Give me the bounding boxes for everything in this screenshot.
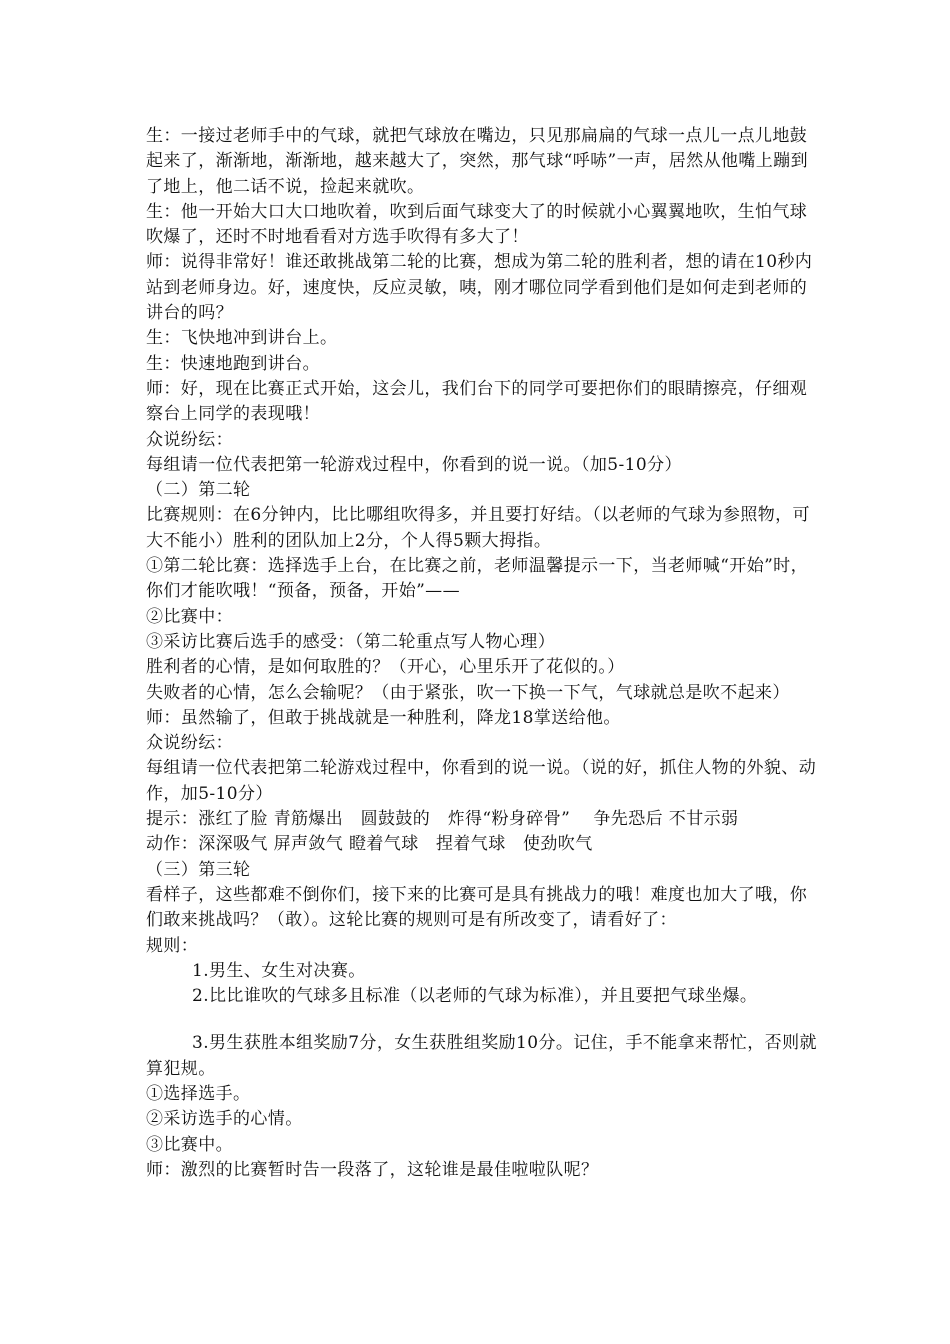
round-2-step-3: ③采访比赛后选手的感受：（第二轮重点写人物心理） <box>146 631 556 652</box>
dialogue-student-1: 生：一接过老师手中的气球，就把气球放在嘴边，只见那扁扁的气球一点儿一点儿地鼓起来了，渐渐地，渐渐地，越来越大了，突然，那气球“呼哧”一声，居然从他嘴上蹦到了地上，他二话不说，捡起来就吹。 <box>146 126 808 197</box>
blank-line <box>146 1009 822 1031</box>
section-heading-round-2: （二）第二轮 <box>146 480 251 501</box>
round-2-step-2: ②比赛中： <box>146 606 233 627</box>
round-3-intro: 看样子，这些都难不倒你们，接下来的比赛可是具有挑战力的哦！难度也加大了哦，你们敢来挑战吗？（敢）。这轮比赛的规则可是有所改变了，请看好了： <box>146 884 808 931</box>
action-words: 动作：深深吸气 屏声敛气 瞪着气球 捏着气球 使劲吹气 <box>146 834 593 855</box>
rules-round-2: 比赛规则：在6分钟内，比比哪组吹得多，并且要打好结。（以老师的气球为参照物，可大不能小）胜利的团队加上2分，个人得5颗大拇指。 <box>146 505 810 551</box>
dialogue-student-3: 生：飞快地冲到讲台上。 <box>146 328 338 349</box>
round-3-step-1: ①选择选手。 <box>146 1083 251 1104</box>
dialogue-teacher-3: 师：虽然输了，但敢于挑战就是一种胜利，降龙18掌送给他。 <box>146 707 621 728</box>
dialogue-student-4: 生：快速地跑到讲台。 <box>146 353 320 374</box>
rule-3-text: 3.男生获胜本组奖励7分，女生获胜组奖励10分。记住，手不能拿来帮忙，否则就算犯规。 <box>146 1033 817 1079</box>
round-3-step-3: ③比赛中。 <box>146 1134 233 1155</box>
dialogue-student-2: 生：他一开始大口大口地吹着，吹到后面气球变大了的时候就小心翼翼地吹，生怕气球吹爆了，还时不时地看看对方选手吹得有多大了！ <box>146 201 808 248</box>
rule-3 <box>146 1031 822 1082</box>
rules-label: 规则： <box>146 935 199 956</box>
dialogue-teacher-1: 师：说得非常好！谁还敢挑战第二轮的比赛，想成为第二轮的胜利者，想的请在10秒内站到老师身边。好，速度快，反应灵敏，咦，刚才哪位同学看到他们是如何走到老师的讲台的吗？ <box>146 252 813 324</box>
discussion-label-1: 众说纷纭： <box>146 429 233 450</box>
winner-feeling: 胜利者的心情，是如何取胜的？（开心，心里乐开了花似的。） <box>146 657 625 678</box>
hint-words: 提示：涨红了脸 青筋爆出 圆鼓鼓的 炸得“粉身碎骨” 争先恐后 不甘示弱 <box>146 809 739 830</box>
discussion-text-1: 每组请一位代表把第一轮游戏过程中，你看到的说一说。（加5-10分） <box>146 454 682 475</box>
rule-2: 2.比比谁吹的气球多且标准（以老师的气球为标准），并且要把气球坐爆。 <box>192 986 758 1007</box>
rule-1: 1.男生、女生对决赛。 <box>192 960 366 981</box>
dialogue-teacher-2: 师：好，现在比赛正式开始，这会儿，我们台下的同学可要把你们的眼睛擦亮，仔细观察台上同学的表现哦！ <box>146 378 808 425</box>
dialogue-teacher-4: 师：激烈的比赛暂时告一段落了，这轮谁是最佳啦啦队呢？ <box>146 1159 599 1180</box>
section-heading-round-3: （三）第三轮 <box>146 859 251 880</box>
round-3-step-2: ②采访选手的心情。 <box>146 1109 303 1130</box>
round-2-step-1: ①第二轮比赛：选择选手上台，在比赛之前，老师温馨提示一下，当老师喊“开始”时，你们才能吹哦！“预备，预备，开始”—— <box>146 556 808 602</box>
document-body <box>146 124 822 1183</box>
discussion-text-2: 每组请一位代表把第二轮游戏过程中，你看到的说一说。（说的好，抓住人物的外貌、动作，加5-10分） <box>146 758 817 804</box>
discussion-label-2: 众说纷纭： <box>146 733 233 754</box>
loser-feeling: 失败者的心情，怎么会输呢？（由于紧张，吹一下换一下气，气球就总是吹不起来） <box>146 682 790 703</box>
